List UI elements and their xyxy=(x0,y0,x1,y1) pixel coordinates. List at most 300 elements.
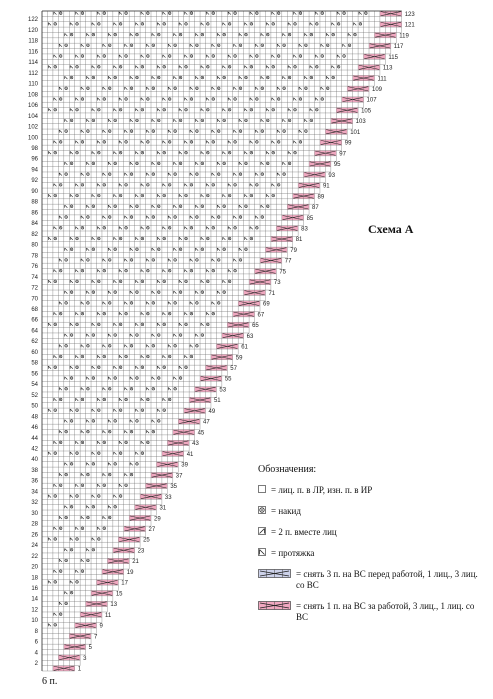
yarn-over-symbol xyxy=(196,259,199,262)
pull-through-symbol xyxy=(245,237,248,240)
yarn-over-symbol xyxy=(305,87,308,90)
pull-through-symbol xyxy=(157,151,160,154)
pull-through-symbol xyxy=(146,430,149,433)
row-number-right: 43 xyxy=(192,441,199,448)
row-number-left: 46 xyxy=(31,425,38,432)
pull-through-symbol xyxy=(54,269,57,272)
pull-through-symbol xyxy=(54,141,57,144)
pull-through-symbol xyxy=(152,291,155,294)
yarn-over-symbol xyxy=(207,280,210,283)
row-number-right: 25 xyxy=(143,537,150,544)
pull-through-symbol xyxy=(141,312,144,315)
pull-through-symbol xyxy=(81,173,84,176)
yarn-over-symbol xyxy=(136,377,139,380)
yarn-over-symbol xyxy=(217,216,220,219)
yarn-over-symbol xyxy=(245,205,248,208)
yarn-over-symbol xyxy=(54,495,57,498)
pull-through-symbol xyxy=(119,484,122,487)
row-number-left: 108 xyxy=(27,92,38,99)
pull-through-symbol xyxy=(92,194,95,197)
yarn-over-symbol xyxy=(130,344,133,347)
pull-through-symbol xyxy=(217,205,220,208)
pull-through-symbol xyxy=(146,87,149,90)
yarn-over-symbol xyxy=(266,162,269,165)
pull-through-symbol xyxy=(114,151,117,154)
yarn-over-symbol xyxy=(76,280,79,283)
yarn-over-symbol xyxy=(152,173,155,176)
yarn-over-symbol xyxy=(157,119,160,122)
yarn-over-symbol xyxy=(103,398,106,401)
row-number-right: 101 xyxy=(350,129,361,136)
yarn-over-symbol xyxy=(98,409,101,412)
row-number-right: 117 xyxy=(393,44,404,51)
pull-through-symbol xyxy=(146,259,149,262)
pull-through-symbol xyxy=(288,23,291,26)
yarn-over-symbol xyxy=(157,162,160,165)
pull-through-symbol xyxy=(130,377,133,380)
pull-through-symbol xyxy=(168,345,171,348)
pull-through-symbol xyxy=(92,66,95,69)
yarn-over-symbol xyxy=(174,87,177,90)
pull-through-symbol xyxy=(239,248,242,251)
row-number-left: 86 xyxy=(31,210,38,217)
pull-through-symbol xyxy=(59,388,62,391)
pull-through-symbol xyxy=(76,141,79,144)
pull-through-symbol xyxy=(125,87,128,90)
pull-through-symbol xyxy=(48,280,51,283)
yarn-over-symbol xyxy=(59,570,62,573)
yarn-over-symbol xyxy=(283,130,286,133)
yarn-over-symbol xyxy=(294,65,297,68)
pull-through-symbol xyxy=(163,98,166,101)
pull-through-symbol xyxy=(234,44,237,47)
legend-text-cable-left: = снять 3 п. на ВС перед работой, 1 лиц., 3 лиц. со ВС xyxy=(296,569,478,590)
yarn-over-symbol xyxy=(59,527,62,530)
pull-through-symbol xyxy=(255,44,258,47)
pull-through-symbol xyxy=(190,173,193,176)
pull-through-symbol xyxy=(70,237,73,240)
yarn-over-symbol xyxy=(125,98,128,101)
yarn-over-symbol xyxy=(223,248,226,251)
pull-through-symbol xyxy=(92,237,95,240)
yarn-over-symbol xyxy=(147,12,150,15)
pull-through-symbol xyxy=(130,205,133,208)
yarn-over-symbol xyxy=(239,130,242,133)
pull-through-symbol xyxy=(261,33,264,36)
yarn-over-symbol xyxy=(76,323,79,326)
row-number-left: 58 xyxy=(31,360,38,367)
yarn-over-symbol xyxy=(98,194,101,197)
pull-through-symbol xyxy=(141,141,144,144)
yarn-over-symbol xyxy=(87,130,90,133)
pull-through-symbol xyxy=(141,55,144,58)
row-number-left: 104 xyxy=(27,113,38,120)
yarn-over-symbol xyxy=(70,463,73,466)
row-number-left: 74 xyxy=(31,274,38,281)
pull-through-symbol xyxy=(59,87,62,90)
legend-item-cable-right xyxy=(258,601,488,623)
pull-through-symbol xyxy=(97,355,100,358)
yarn-over-symbol xyxy=(228,151,231,154)
pull-through-symbol xyxy=(54,355,57,358)
yarn-over-symbol xyxy=(81,12,84,15)
pull-through-symbol xyxy=(76,355,79,358)
yarn-over-symbol xyxy=(223,33,226,36)
yarn-over-symbol xyxy=(174,216,177,219)
pull-through-symbol xyxy=(76,484,79,487)
pull-through-symbol xyxy=(54,441,57,444)
pull-through-symbol xyxy=(310,66,313,69)
pull-through-symbol xyxy=(136,323,139,326)
yarn-over-symbol xyxy=(114,76,117,79)
pull-through-symbol xyxy=(250,184,253,187)
pull-through-symbol xyxy=(92,366,95,369)
yarn-over-symbol xyxy=(201,119,204,122)
yarn-over-symbol xyxy=(130,130,133,133)
row-number-right: 3 xyxy=(83,655,87,662)
pull-through-symbol xyxy=(288,66,291,69)
pull-through-symbol xyxy=(48,323,51,326)
yarn-over-symbol xyxy=(119,151,122,154)
pull-through-symbol xyxy=(125,259,128,262)
pull-through-symbol xyxy=(114,237,117,240)
pull-through-symbol xyxy=(141,98,144,101)
pull-through-symbol xyxy=(59,130,62,133)
yarn-over-symbol xyxy=(321,98,324,101)
yarn-over-symbol xyxy=(108,302,111,305)
pull-through-symbol xyxy=(250,141,253,144)
yarn-over-symbol xyxy=(179,162,182,165)
pull-through-symbol xyxy=(152,33,155,36)
yarn-over-symbol xyxy=(277,141,280,144)
row-number-right: 81 xyxy=(295,237,303,244)
yarn-over-symbol xyxy=(185,65,188,68)
pull-through-symbol xyxy=(92,280,95,283)
row-number-left: 6 xyxy=(34,639,38,646)
pull-through-symbol xyxy=(81,259,84,262)
yarn-over-symbol xyxy=(207,194,210,197)
yarn-over-symbol xyxy=(152,259,155,262)
pull-through-symbol xyxy=(130,248,133,251)
pull-through-symbol xyxy=(65,119,68,122)
yarn-over-symbol xyxy=(163,366,166,369)
row-number-right: 69 xyxy=(263,301,270,308)
pull-through-symbol xyxy=(125,173,128,176)
yarn-over-symbol xyxy=(179,33,182,36)
yarn-over-symbol xyxy=(98,237,101,240)
pull-through-symbol xyxy=(87,33,90,36)
pull-through-symbol xyxy=(136,452,139,455)
pull-through-symbol xyxy=(212,87,215,90)
pull-through-symbol xyxy=(157,194,160,197)
yarn-over-symbol xyxy=(114,291,117,294)
pull-through-symbol xyxy=(54,484,57,487)
yarn-over-symbol xyxy=(354,33,357,36)
row-number-left: 8 xyxy=(34,628,38,635)
yarn-over-symbol xyxy=(130,216,133,219)
pull-through-symbol xyxy=(87,463,90,466)
pull-through-symbol xyxy=(152,420,155,423)
yarn-over-symbol xyxy=(108,473,111,476)
yarn-over-symbol xyxy=(92,377,95,380)
yarn-over-symbol xyxy=(87,216,90,219)
yarn-over-symbol xyxy=(217,259,220,262)
yarn-over-symbol xyxy=(239,173,242,176)
yarn-over-symbol xyxy=(103,269,106,272)
pull-through-symbol xyxy=(87,119,90,122)
pull-through-symbol xyxy=(239,33,242,36)
pull-through-symbol xyxy=(185,355,188,358)
row-number-left: 62 xyxy=(31,339,38,346)
pull-through-symbol xyxy=(130,334,133,337)
pull-through-symbol xyxy=(87,248,90,251)
yarn-over-symbol xyxy=(239,259,242,262)
yarn-over-symbol xyxy=(92,334,95,337)
pull-through-symbol xyxy=(92,151,95,154)
row-number-left: 22 xyxy=(31,553,38,560)
yarn-over-symbol xyxy=(92,205,95,208)
yarn-over-symbol xyxy=(76,237,79,240)
yarn-over-symbol xyxy=(201,76,204,79)
yarn-over-symbol xyxy=(234,12,237,15)
yarn-over-symbol xyxy=(147,355,150,358)
pull-through-symbol xyxy=(103,216,106,219)
yarn-over-symbol xyxy=(114,162,117,165)
row-number-left: 48 xyxy=(31,414,38,421)
pull-through-symbol xyxy=(206,141,209,144)
pull-through-symbol xyxy=(48,624,51,627)
legend-item-knit xyxy=(258,485,488,496)
row-number-right: 107 xyxy=(366,97,377,104)
pull-through-symbol xyxy=(87,205,90,208)
row-number-left: 70 xyxy=(31,296,38,303)
pull-through-symbol xyxy=(76,527,79,530)
yarn-over-symbol xyxy=(256,141,259,144)
pull-through-symbol xyxy=(48,23,51,26)
pull-through-symbol xyxy=(141,184,144,187)
yarn-over-symbol xyxy=(185,280,188,283)
yarn-over-symbol xyxy=(70,420,73,423)
yarn-over-symbol xyxy=(157,334,160,337)
pull-through-symbol xyxy=(119,441,122,444)
pull-through-symbol xyxy=(305,33,308,36)
yarn-over-symbol xyxy=(92,420,95,423)
pull-through-symbol xyxy=(163,55,166,58)
yarn-over-symbol xyxy=(59,12,62,15)
row-number-right: 91 xyxy=(322,183,330,190)
yarn-over-symbol xyxy=(108,430,111,433)
yarn-over-symbol xyxy=(234,55,237,58)
row-number-right: 61 xyxy=(241,344,248,351)
row-number-left: 14 xyxy=(31,596,38,603)
pull-through-symbol xyxy=(234,216,237,219)
pull-through-symbol xyxy=(87,506,90,509)
row-number-right: 45 xyxy=(197,430,205,437)
pull-through-symbol xyxy=(294,12,297,15)
yarn-over-symbol xyxy=(136,334,139,337)
yarn-over-symbol xyxy=(245,76,248,79)
pull-through-symbol xyxy=(179,280,182,283)
pull-through-symbol xyxy=(179,66,182,69)
pull-through-symbol xyxy=(245,194,248,197)
yarn-over-symbol xyxy=(288,33,291,36)
pull-through-symbol xyxy=(81,388,84,391)
yarn-over-symbol xyxy=(54,538,57,541)
yarn-over-symbol xyxy=(81,55,84,58)
yarn-over-symbol xyxy=(212,98,215,101)
pull-through-symbol xyxy=(174,162,177,165)
pull-through-symbol xyxy=(108,463,111,466)
pull-through-symbol xyxy=(136,409,139,412)
pull-through-symbol xyxy=(196,119,199,122)
pull-through-symbol xyxy=(70,23,73,26)
pull-through-symbol xyxy=(65,33,68,36)
yarn-over-symbol xyxy=(217,173,220,176)
pull-through-symbol xyxy=(152,205,155,208)
pull-through-symbol xyxy=(250,98,253,101)
pull-through-symbol xyxy=(277,130,280,133)
row-number-right: 89 xyxy=(317,194,325,201)
yarn-over-symbol xyxy=(152,430,155,433)
pull-through-symbol xyxy=(343,44,346,47)
yarn-over-symbol xyxy=(185,323,188,326)
row-number-left: 12 xyxy=(31,607,38,614)
row-number-right: 57 xyxy=(230,366,237,373)
pull-through-symbol xyxy=(228,55,231,58)
row-number-right: 15 xyxy=(115,591,123,598)
yarn-over-symbol xyxy=(157,248,160,251)
row-number-right: 97 xyxy=(339,151,346,158)
pull-through-symbol xyxy=(146,130,149,133)
pull-through-symbol xyxy=(130,463,133,466)
yarn-over-symbol xyxy=(185,237,188,240)
yarn-over-symbol xyxy=(103,226,106,229)
row-number-right: 27 xyxy=(148,526,156,533)
yarn-over-symbol xyxy=(119,65,122,68)
pull-through-symbol xyxy=(228,269,231,272)
pull-through-symbol xyxy=(81,216,84,219)
row-number-right: 39 xyxy=(181,462,188,469)
row-number-left: 42 xyxy=(31,446,38,453)
pull-through-symbol xyxy=(315,12,318,15)
pull-through-symbol xyxy=(185,269,188,272)
yarn-over-symbol xyxy=(239,216,242,219)
pull-through-symbol xyxy=(206,12,209,15)
row-number-left: 20 xyxy=(31,564,38,571)
pull-through-symbol xyxy=(196,33,199,36)
pull-through-symbol xyxy=(92,23,95,26)
yarn-over-symbol xyxy=(114,205,117,208)
pull-through-symbol xyxy=(310,23,313,26)
yarn-over-symbol xyxy=(316,23,319,26)
yarn-over-symbol xyxy=(76,108,79,111)
yarn-over-symbol xyxy=(136,76,139,79)
pull-through-symbol xyxy=(70,366,73,369)
yarn-over-symbol xyxy=(65,87,68,90)
pull-through-symbol xyxy=(97,269,100,272)
yarn-over-symbol xyxy=(326,87,329,90)
pull-through-symbol xyxy=(130,119,133,122)
yarn-over-symbol xyxy=(76,194,79,197)
row-number-right: 115 xyxy=(388,54,398,61)
pull-through-symbol xyxy=(76,55,79,58)
yarn-over-symbol xyxy=(54,452,57,455)
yarn-over-symbol xyxy=(81,184,84,187)
yarn-over-symbol xyxy=(201,291,204,294)
yarn-over-symbol xyxy=(70,548,73,551)
row-number-right: 9 xyxy=(99,623,103,630)
yarn-over-symbol xyxy=(174,259,177,262)
row-number-right: 85 xyxy=(306,215,314,222)
pull-through-symbol xyxy=(212,216,215,219)
yarn-over-symbol xyxy=(196,44,199,47)
pull-through-symbol xyxy=(108,33,111,36)
yarn-over-symbol xyxy=(70,119,73,122)
yarn-over-symbol xyxy=(141,323,144,326)
yarn-over-symbol xyxy=(70,248,73,251)
pull-through-symbol xyxy=(59,430,62,433)
row-number-right: 53 xyxy=(219,387,227,394)
pull-through-symbol xyxy=(217,248,220,251)
yarn-over-symbol xyxy=(130,44,133,47)
pull-through-symbol xyxy=(141,227,144,230)
pull-through-symbol xyxy=(228,184,231,187)
pull-through-symbol xyxy=(141,398,144,401)
row-number-left: 30 xyxy=(31,510,38,517)
row-number-right: 7 xyxy=(94,634,98,641)
pull-through-symbol xyxy=(103,516,106,519)
yarn-over-symbol xyxy=(266,119,269,122)
pull-through-symbol xyxy=(70,66,73,69)
pull-through-symbol xyxy=(179,151,182,154)
cable-left-icon xyxy=(258,569,292,579)
row-number-left: 88 xyxy=(31,199,38,206)
yarn-over-symbol xyxy=(136,291,139,294)
yarn-over-symbol xyxy=(108,44,111,47)
yarn-over-symbol xyxy=(59,441,62,444)
yarn-over-symbol xyxy=(103,441,106,444)
yarn-over-symbol xyxy=(288,162,291,165)
row-number-right: 17 xyxy=(121,580,128,587)
yarn-over-symbol xyxy=(130,473,133,476)
pull-through-symbol xyxy=(108,506,111,509)
row-number-left: 82 xyxy=(31,231,38,238)
pull-through-symbol xyxy=(103,130,106,133)
yarn-over-symbol xyxy=(54,323,57,326)
row-number-right: 105 xyxy=(361,108,372,115)
yarn-over-symbol xyxy=(283,44,286,47)
yarn-over-symbol xyxy=(190,312,193,315)
pull-through-symbol xyxy=(168,388,171,391)
row-number-left: 64 xyxy=(31,328,38,335)
pull-through-symbol xyxy=(54,184,57,187)
pull-through-symbol xyxy=(70,280,73,283)
pull-through-symbol xyxy=(250,55,253,58)
yarn-over-symbol xyxy=(70,162,73,165)
pull-through-symbol xyxy=(114,323,117,326)
row-number-right: 71 xyxy=(268,290,276,297)
yarn-over-symbol xyxy=(119,108,122,111)
yarn-over-symbol xyxy=(272,194,275,197)
row-number-left: 76 xyxy=(31,264,38,271)
row-number-right: 29 xyxy=(154,516,161,523)
row-number-left: 118 xyxy=(28,38,38,45)
pull-through-symbol xyxy=(283,162,286,165)
pull-through-symbol xyxy=(59,302,62,305)
yarn-over-symbol xyxy=(59,269,62,272)
yarn-over-symbol xyxy=(283,173,286,176)
yarn-over-symbol xyxy=(163,194,166,197)
